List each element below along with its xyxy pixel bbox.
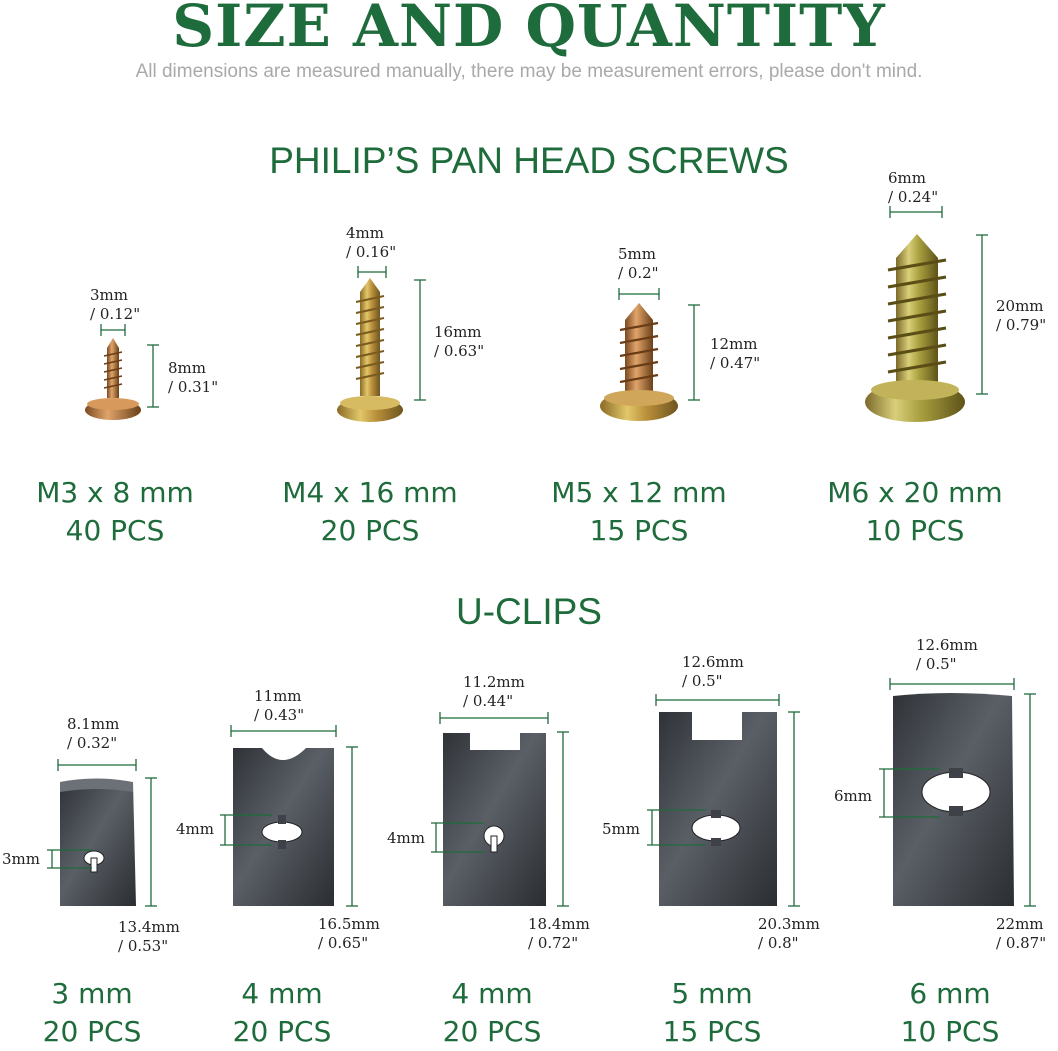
clip-4mm-b-length: 18.4mm / 0.72" — [528, 915, 590, 952]
clip-6mm-label — [858, 975, 1042, 1051]
screw-m4-label — [270, 474, 470, 550]
screw-m5-size: M5 x 12 mm — [551, 476, 727, 509]
screw-m6-size: M6 x 20 mm — [827, 476, 1003, 509]
screw-m5-qty: 15 PCS — [589, 514, 689, 547]
screw-m3-image — [85, 338, 141, 420]
screw-m3-label — [15, 474, 215, 550]
clip-5mm-qty: 15 PCS — [662, 1015, 762, 1048]
screw-m3-width: 3mm / 0.12" — [90, 286, 141, 323]
clip-4mm-a-size: 4 mm — [241, 977, 323, 1010]
clip-4mm-a-hole: 4mm — [176, 820, 214, 838]
page-subtitle: All dimensions are measured manually, there may be measurement errors, please don't mind. — [135, 61, 923, 82]
clip-4mm-b-image — [443, 733, 546, 906]
clip-5mm-hole: 5mm — [602, 820, 640, 838]
clip-4mm-b-hole: 4mm — [387, 829, 425, 847]
clip-6mm-length: 22mm / 0.87" — [996, 915, 1047, 952]
screw-m5-image — [600, 303, 678, 421]
clip-5mm-label — [620, 975, 804, 1051]
clip-4mm-b-size: 4 mm — [451, 977, 533, 1010]
screw-m6-length: 20mm / 0.79" — [996, 297, 1047, 334]
clip-4mm-b-qty: 20 PCS — [442, 1015, 542, 1048]
clip-3mm-width: 8.1mm / 0.32" — [67, 715, 120, 752]
screw-m4-length: 16mm / 0.63" — [434, 323, 485, 360]
screw-m4-qty: 20 PCS — [320, 514, 420, 547]
clip-5mm-size: 5 mm — [671, 977, 753, 1010]
clip-3mm-image — [60, 779, 136, 907]
clip-5mm-image — [659, 712, 777, 906]
clip-4mm-b-width: 11.2mm / 0.44" — [463, 673, 525, 710]
clip-5mm-width: 12.6mm / 0.5" — [682, 653, 744, 690]
clip-6mm-width: 12.6mm / 0.5" — [916, 636, 978, 673]
screw-m5-width: 5mm / 0.2" — [618, 245, 659, 282]
clip-4mm-a-label — [190, 975, 374, 1051]
clip-3mm-label — [0, 975, 184, 1051]
screw-m5-label — [539, 474, 739, 550]
clip-6mm-hole: 6mm — [834, 787, 872, 805]
clip-3mm-length: 13.4mm / 0.53" — [118, 918, 180, 955]
clip-6mm-image — [893, 693, 1014, 906]
screw-m3-length: 8mm / 0.31" — [168, 359, 219, 396]
screw-m5-length: 12mm / 0.47" — [710, 335, 761, 372]
clip-4mm-a-length: 16.5mm / 0.65" — [318, 915, 380, 952]
screws-heading: PHILIP’S PAN HEAD SCREWS — [269, 140, 789, 181]
clip-5mm-length: 20.3mm / 0.8" — [758, 915, 820, 952]
screw-m4-image — [337, 278, 403, 422]
screw-m3-qty: 40 PCS — [65, 514, 165, 547]
screw-m4-width: 4mm / 0.16" — [346, 224, 397, 261]
screw-m6-label — [815, 474, 1015, 550]
screw-m4-size: M4 x 16 mm — [282, 476, 458, 509]
screw-m6-width: 6mm / 0.24" — [888, 169, 939, 206]
screw-m6-qty: 10 PCS — [865, 514, 965, 547]
clip-6mm-qty: 10 PCS — [900, 1015, 1000, 1048]
clip-3mm-hole: 3mm — [2, 850, 40, 868]
clip-4mm-a-qty: 20 PCS — [232, 1015, 332, 1048]
clip-6mm-size: 6 mm — [909, 977, 991, 1010]
screw-m3-size: M3 x 8 mm — [36, 476, 194, 509]
page-title: SIZE AND QUANTITY — [172, 0, 886, 60]
clip-4mm-a-width: 11mm / 0.43" — [254, 687, 305, 724]
clip-4mm-a-image — [233, 748, 334, 906]
clips-heading: U-CLIPS — [456, 591, 602, 632]
clip-4mm-b-label — [400, 975, 584, 1051]
clip-3mm-size: 3 mm — [51, 977, 133, 1010]
screw-m6-image — [865, 234, 965, 422]
clip-3mm-qty: 20 PCS — [42, 1015, 142, 1048]
